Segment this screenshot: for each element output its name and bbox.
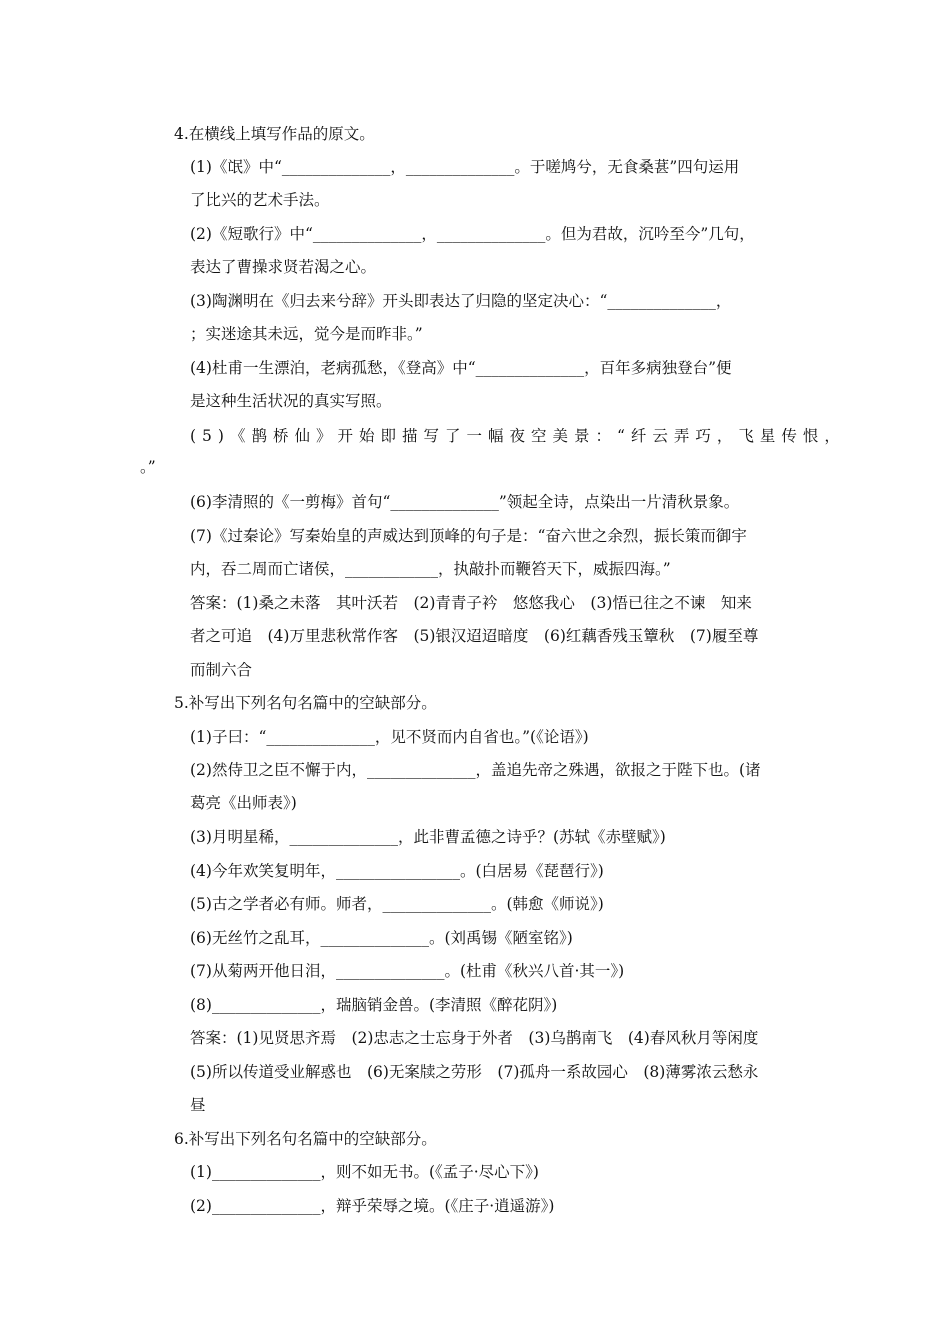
question-6-item-1: (1)______________，则不如无书。(《孟子·尽心下》) xyxy=(190,1163,539,1181)
question-5-item-7: (7)从菊两开他日泪，______________。(杜甫《秋兴八首·其一》) xyxy=(190,962,625,980)
question-4-item-4-cont: 是这种生活状况的真实写照。 xyxy=(190,392,392,410)
question-5-answer-cont: (5)所以传道受业解惑也 (6)无案牍之劳形 (7)孤舟一系故园心 (8)薄雾浓云愁永 xyxy=(190,1063,759,1081)
question-5-item-1: (1)子曰：“______________，见不贤而内自省也。”(《论语》) xyxy=(190,728,589,746)
question-4-item-6: (6)李清照的《一剪梅》首句“______________”领起全诗，点染出一片清秋景象。 xyxy=(190,493,740,511)
question-4-item-5-cont: 。” xyxy=(140,458,156,476)
question-4-heading: 4.在横线上填写作品的原文。 xyxy=(174,125,375,143)
question-4-item-5: (5)《鹊桥仙》开始即描写了一幅夜空美景：“纤云弄巧，飞星传恨， xyxy=(190,427,846,445)
question-5-answer: 答案：(1)见贤思齐焉 (2)忠志之士忘身于外者 (3)乌鹊南飞 (4)春风秋月等闲度 xyxy=(190,1029,759,1047)
question-6-item-2: (2)______________，辩乎荣辱之境。(《庄子·逍遥游》) xyxy=(190,1197,555,1215)
question-4-item-7-cont: 内，吞二周而亡诸侯，____________，执敲扑而鞭笞天下，威振四海。” xyxy=(190,560,671,578)
question-5-item-2: (2)然侍卫之臣不懈于内，______________，盖追先帝之殊遇，欲报之于陛下也。(诸 xyxy=(190,761,761,779)
question-5-item-2-cont: 葛亮《出师表》) xyxy=(190,794,297,812)
question-4-item-7: (7)《过秦论》写秦始皇的声威达到顶峰的句子是：“奋六世之余烈，振长策而御宇 xyxy=(190,527,747,545)
question-5-item-8: (8)______________，瑞脑销金兽。(李清照《醉花阴》) xyxy=(190,996,558,1014)
question-5-item-6: (6)无丝竹之乱耳，______________。(刘禹锡《陋室铭》) xyxy=(190,929,573,947)
question-5-item-4: (4)今年欢笑复明年，________________。(白居易《琵琶行》) xyxy=(190,862,604,880)
question-4-item-1-cont: 了比兴的艺术手法。 xyxy=(190,191,330,209)
question-4-answer-cont: 者之可追 (4)万里悲秋常作客 (5)银汉迢迢暗度 (6)红藕香残玉簟秋 (7)履至尊 xyxy=(190,627,759,645)
question-4-item-2-cont: 表达了曹操求贤若渴之心。 xyxy=(190,258,377,276)
question-4-item-4: (4)杜甫一生漂泊，老病孤愁，《登高》中“______________，百年多病独登台”便 xyxy=(190,359,732,377)
question-6-heading: 6.补写出下列名句名篇中的空缺部分。 xyxy=(174,1130,437,1148)
question-4-answer: 答案：(1)桑之未落 其叶沃若 (2)青青子衿 悠悠我心 (3)悟已往之不谏 知来 xyxy=(190,594,752,612)
question-4-item-1: (1)《氓》中“______________，______________。于嗟鸠兮，无食桑葚”四句运用 xyxy=(190,158,740,176)
question-5-heading: 5.补写出下列名句名篇中的空缺部分。 xyxy=(174,694,437,712)
question-4-item-3-cont: ；实迷途其未远，觉今是而昨非。” xyxy=(190,325,423,343)
question-5-item-3: (3)月明星稀，______________，此非曹孟德之诗乎？(苏轼《赤壁赋》) xyxy=(190,828,666,846)
question-4-item-3: (3)陶渊明在《归去来兮辞》开头即表达了归隐的坚定决心：“______________， xyxy=(190,292,732,310)
question-4-item-2: (2)《短歌行》中“______________，______________。但为君故，沉吟至今”几句， xyxy=(190,225,755,243)
question-5-item-5: (5)古之学者必有师。师者，______________。(韩愈《师说》) xyxy=(190,895,604,913)
question-5-answer-cont-2: 昼 xyxy=(190,1096,206,1114)
question-4-answer-cont-2: 而制六合 xyxy=(190,661,253,679)
